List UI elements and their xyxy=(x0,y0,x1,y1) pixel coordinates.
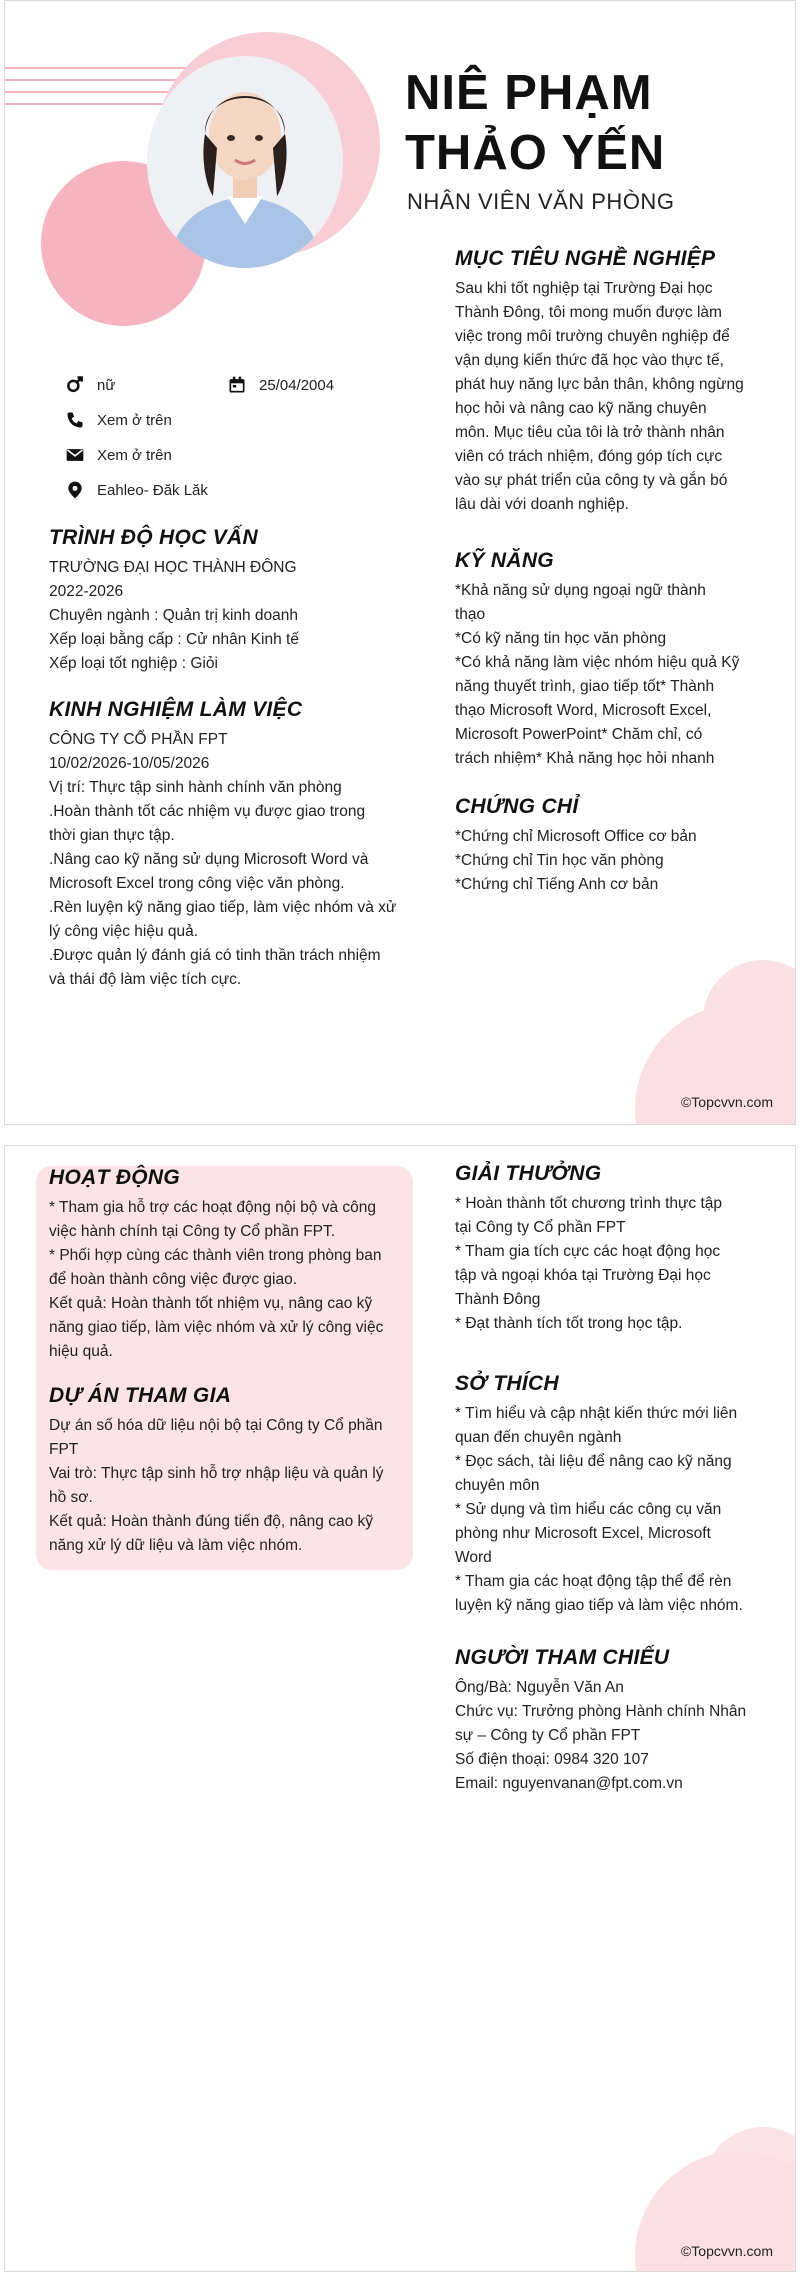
skills-title: KỸ NĂNG xyxy=(455,549,554,572)
project-line: Vai trò: Thực tập sinh hỗ trợ nhập liệu và quản lý xyxy=(49,1465,384,1482)
projects-title: DỰ ÁN THAM GIA xyxy=(49,1384,232,1407)
contact-gender xyxy=(65,375,115,395)
hobby-line: chuyên môn xyxy=(455,1477,540,1494)
objective-line: Sau khi tốt nghiệp tại Trường Đại học xyxy=(455,280,713,297)
gender-text: nữ xyxy=(97,376,116,394)
section-projects xyxy=(49,1384,409,1558)
education-grade: Xếp loại tốt nghiệp : Giỏi xyxy=(49,655,218,672)
section-references xyxy=(455,1646,765,1796)
education-years: 2022-2026 xyxy=(49,583,124,600)
experience-line: .Hoàn thành tốt các nhiệm vụ được giao trong xyxy=(49,803,366,820)
contact-phone xyxy=(65,410,172,430)
objective-line: phát huy năng lực bản thân, không ngừng xyxy=(455,376,744,393)
hobby-line: luyện kỹ năng giao tiếp và làm việc nhóm. xyxy=(455,1597,743,1614)
activities-title: HOẠT ĐỘNG xyxy=(49,1166,181,1189)
objective-line: Thành Đông, tôi mong muốn được làm xyxy=(455,304,722,321)
education-title: TRÌNH ĐỘ HỌC VẤN xyxy=(49,526,258,549)
profile-photo-illustration xyxy=(147,56,343,268)
experience-line: CÔNG TY CỔ PHẦN FPT xyxy=(49,731,228,748)
education-major: Chuyên ngành : Quản trị kinh doanh xyxy=(49,607,299,624)
award-line: tại Công ty Cổ phần FPT xyxy=(455,1219,626,1236)
reference-line: sự – Công ty Cổ phần FPT xyxy=(455,1727,641,1744)
objective-body xyxy=(455,277,765,517)
experience-line: và thái độ làm việc tích cực. xyxy=(49,971,242,988)
experience-line: Vị trí: Thực tập sinh hành chính văn phòng xyxy=(49,779,342,796)
award-line: * Đạt thành tích tốt trong học tập. xyxy=(455,1315,683,1332)
section-experience xyxy=(49,698,419,992)
activity-line: * Phối hợp cùng các thành viên trong phòng ban xyxy=(49,1247,382,1264)
certificates-title: CHỨNG CHỈ xyxy=(455,795,579,818)
section-skills xyxy=(455,549,765,771)
project-line: hồ sơ. xyxy=(49,1489,93,1506)
watermark: ©Topcvvn.com xyxy=(680,2243,773,2259)
certificate-line: *Chứng chỉ Tin học văn phòng xyxy=(455,852,664,869)
experience-line: 10/02/2026-10/05/2026 xyxy=(49,755,210,772)
objective-line: môn. Mục tiêu của tôi là trở thành nhân xyxy=(455,424,725,441)
skills-line: trách nhiệm* Khả năng học hỏi nhanh xyxy=(455,750,715,767)
hobby-line: phòng như Microsoft Excel, Microsoft xyxy=(455,1525,711,1542)
cv-page-1 xyxy=(4,0,796,1125)
reference-line: Email: nguyenvanan@fpt.com.vn xyxy=(455,1775,683,1792)
candidate-name xyxy=(405,63,665,183)
hobby-line: * Tham gia các hoạt động tập thể để rèn xyxy=(455,1573,732,1590)
skills-line: *Khả năng sử dụng ngoại ngữ thành xyxy=(455,582,706,599)
award-line: * Hoàn thành tốt chương trình thực tập xyxy=(455,1195,723,1212)
cv-page-2 xyxy=(4,1145,796,2272)
education-school: TRƯỜNG ĐẠI HỌC THÀNH ĐÔNG xyxy=(49,559,297,576)
activity-line: * Tham gia hỗ trợ các hoạt động nội bộ và công xyxy=(49,1199,376,1216)
project-line: năng xử lý dữ liệu và làm việc nhóm. xyxy=(49,1537,303,1554)
education-degree: Xếp loại bằng cấp : Cử nhân Kinh tế xyxy=(49,631,299,648)
contact-birthdate xyxy=(227,375,334,395)
section-activities xyxy=(49,1166,409,1364)
activity-line: hiệu quả. xyxy=(49,1343,113,1360)
objective-line: vận dụng kiến thức đã học vào thực tế, xyxy=(455,352,724,369)
objective-line: lâu dài với doanh nghiệp. xyxy=(455,496,629,513)
experience-title: KINH NGHIỆM LÀM VIỆC xyxy=(49,698,303,721)
certificate-line: *Chứng chỉ Microsoft Office cơ bản xyxy=(455,828,697,845)
references-title: NGƯỜI THAM CHIẾU xyxy=(455,1646,670,1669)
objective-line: viên có trách nhiệm, đóng góp tích cực xyxy=(455,448,723,465)
birthdate-text: 25/04/2004 xyxy=(259,376,335,394)
hobby-line: * Đọc sách, tài liệu để nâng cao kỹ năng xyxy=(455,1453,732,1470)
section-education xyxy=(49,526,409,676)
award-line: tập và ngoại khóa tại Trường Đại học xyxy=(455,1267,711,1284)
activity-line: việc hành chính tại Công ty Cổ phần FPT. xyxy=(49,1223,336,1240)
hobby-line: Word xyxy=(455,1549,492,1566)
objective-line: vào sự phát triển của công ty và gắn bó xyxy=(455,472,728,489)
experience-line: lý công việc hiệu quả. xyxy=(49,923,199,940)
profile-photo xyxy=(147,56,343,268)
section-awards xyxy=(455,1162,765,1336)
contact-email xyxy=(65,445,172,465)
skills-line: thạo xyxy=(455,606,486,623)
project-line: FPT xyxy=(49,1441,79,1458)
email-text: Xem ở trên xyxy=(97,446,172,464)
phone-icon xyxy=(65,410,85,430)
location-pin-icon xyxy=(65,480,85,500)
activity-line: năng giao tiếp, làm việc nhóm và xử lý công việc xyxy=(49,1319,384,1336)
award-line: * Tham gia tích cực các hoạt động học xyxy=(455,1243,721,1260)
phone-text: Xem ở trên xyxy=(97,411,172,429)
experience-line: .Được quản lý đánh giá có tinh thần trách nhiệm xyxy=(49,947,381,964)
award-line: Thành Đông xyxy=(455,1291,541,1308)
skills-line: thạo Microsoft Word, Microsoft Excel, xyxy=(455,702,712,719)
calendar-icon xyxy=(227,375,247,395)
watermark: ©Topcvvn.com xyxy=(680,1094,773,1110)
gender-icon xyxy=(65,375,85,395)
skills-line: năng thuyết trình, giao tiếp tốt* Thành xyxy=(455,678,715,695)
name-line-1: NIÊ PHẠM xyxy=(405,66,653,120)
objective-title: MỤC TIÊU NGHỀ NGHIỆP xyxy=(455,247,716,270)
experience-line: thời gian thực tập. xyxy=(49,827,175,844)
skills-line: *Có kỹ năng tin học văn phòng xyxy=(455,630,667,647)
objective-line: học hỏi và nâng cao kỹ năng chuyên xyxy=(455,400,707,417)
skills-line: Microsoft PowerPoint* Chăm chỉ, có xyxy=(455,726,703,743)
section-certificates xyxy=(455,795,765,897)
contact-address xyxy=(65,480,208,500)
project-line: Dự án số hóa dữ liệu nội bộ tại Công ty Cổ phần xyxy=(49,1417,383,1434)
hobby-line: * Sử dụng và tìm hiểu các công cụ văn xyxy=(455,1501,722,1518)
hobby-line: * Tìm hiểu và cập nhật kiến thức mới liên xyxy=(455,1405,738,1422)
activity-line: để hoàn thành công việc được giao. xyxy=(49,1271,298,1288)
reference-line: Ông/Bà: Nguyễn Văn An xyxy=(455,1679,624,1696)
section-objective xyxy=(455,247,765,517)
activity-line: Kết quả: Hoàn thành tốt nhiệm vụ, nâng cao kỹ xyxy=(49,1295,373,1312)
experience-line: .Nâng cao kỹ năng sử dụng Microsoft Word và xyxy=(49,851,369,868)
experience-line: .Rèn luyện kỹ năng giao tiếp, làm việc nhóm và xử xyxy=(49,899,397,916)
project-line: Kết quả: Hoàn thành đúng tiến độ, nâng cao kỹ xyxy=(49,1513,374,1530)
job-title: NHÂN VIÊN VĂN PHÒNG xyxy=(407,189,675,214)
objective-line: việc trong môi trường chuyên nghiệp để xyxy=(455,328,730,345)
name-line-2: THẢO YẾN xyxy=(405,126,666,180)
reference-line: Số điện thoại: 0984 320 107 xyxy=(455,1751,649,1768)
section-hobbies xyxy=(455,1372,765,1618)
awards-title: GIẢI THƯỞNG xyxy=(455,1162,602,1185)
hobbies-title: SỞ THÍCH xyxy=(455,1372,559,1395)
hobby-line: quan đến chuyên ngành xyxy=(455,1429,622,1446)
reference-line: Chức vụ: Trưởng phòng Hành chính Nhân xyxy=(455,1703,747,1720)
skills-line: *Có khả năng làm việc nhóm hiệu quả Kỹ xyxy=(455,654,740,671)
address-text: Eahleo- Đăk Lăk xyxy=(97,481,208,499)
mail-icon xyxy=(65,445,85,465)
certificate-line: *Chứng chỉ Tiếng Anh cơ bản xyxy=(455,876,659,893)
experience-line: Microsoft Excel trong công việc văn phòng. xyxy=(49,875,345,892)
